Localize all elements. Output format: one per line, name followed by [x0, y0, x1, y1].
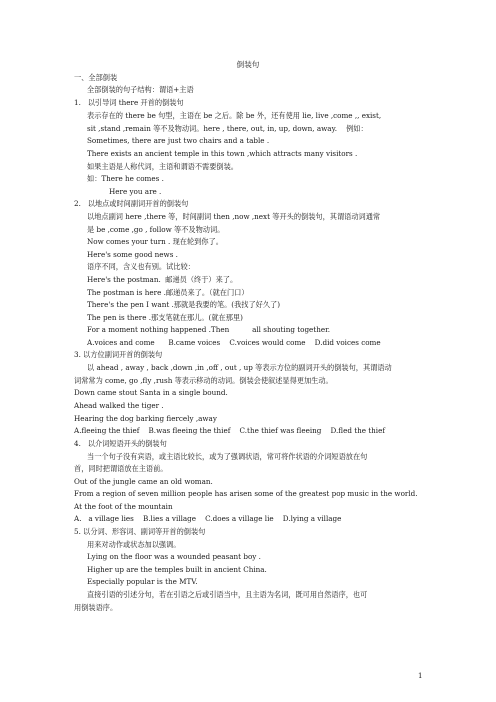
text-line: 用倒装语序。 — [74, 603, 118, 612]
text-line: 以地点副词 here ,there 等，时间副词 then ,now ,next 等开头的倒装句，其谓语动词通常 — [87, 212, 381, 221]
page-number: 1 — [418, 672, 423, 680]
heading-full-inversion: 一、全部倒装 — [74, 73, 118, 82]
example-line: Here you are . — [109, 187, 162, 196]
text-line: 语序不同，含义也有别。试比较： — [87, 262, 195, 271]
text-line: 直接引语的引述分句，若在引语之后或引语当中，且主语为名词，既可用自然语序，也可 — [87, 590, 368, 599]
text-line: 用来对动作或状态加以强调。 — [87, 540, 181, 549]
example-line: Ahead walked the tiger . — [74, 401, 164, 410]
example-line: There exists an ancient temple in this town ,which attracts many visitors . — [87, 149, 358, 158]
text-line: 表示存在的 there be 句型，主语在 be 之后。除 be 外，还有使用 lie, live ,come ,, exist, — [87, 111, 382, 120]
question-line: At the foot of the mountain — [74, 502, 173, 511]
answer-options: A.fleeing the thief B.was fleeing the thief C.the thief was fleeing D.fled the thief — [74, 426, 386, 435]
example-line: Here's some good news . — [87, 250, 178, 259]
page-title: 倒装句 — [236, 60, 260, 69]
text-line: 全部倒装的句子结构：谓语+主语 — [87, 85, 194, 94]
example-line: There's the pen I want .那就是我要的笔。(我找了好久了) — [87, 300, 281, 309]
example-line: Sometimes, there are just two chairs and a table . — [87, 136, 270, 145]
example-line: From a region of seven million people has arisen some of the greatest pop music in the world. — [74, 489, 418, 498]
answer-options: A. a village lies B.lies a village C.does a village lie D.lying a village — [74, 514, 342, 523]
example-line: The postman is here .邮递员来了。（就在门口） — [87, 288, 249, 297]
example-line: Now comes your turn . 现在轮到你了。 — [87, 237, 223, 246]
example-line: 如：There he comes . — [87, 174, 164, 183]
example-line: Especially popular is the MTV. — [87, 577, 198, 586]
text-line: sit ,stand ,remain 等不及物动词。here , there, out, in, up, down, away. 例如： — [87, 124, 368, 133]
section-heading: 5. 以分词、形容词、副词等开首的倒装句 — [74, 527, 206, 536]
text-line: 词常常为 come, go ,fly ,rush 等表示移动的动词。倒装会使叙述显得更加生动。 — [74, 376, 333, 385]
example-line: Here's the postman. 邮递员（终于）来了。 — [87, 275, 238, 284]
text-line: 当一个句子没有宾语，或主语比较长，或为了强调状语，常可将作状语的介词短语放在句 — [87, 452, 368, 461]
example-line: Lying on the floor was a wounded peasant boy . — [87, 552, 261, 561]
example-line: Down came stout Santa in a single bound. — [74, 388, 228, 397]
text-line: 首，同时把谓语放在主语前。 — [74, 464, 168, 473]
section-heading: 2. 以地点或时间副词开首的倒装句 — [74, 199, 189, 208]
example-line: Higher up are the temples built in ancient China. — [87, 565, 267, 574]
text-line: 以 ahead , away , back ,down ,in ,off , out , up 等表示方位的副词开头的倒装句，其谓语动 — [87, 363, 392, 372]
question-line: For a moment nothing happened .Then all shouting together. — [87, 325, 331, 334]
section-heading: 1. 以引导词 there 开首的倒装句 — [74, 98, 184, 107]
text-line: 是 be ,come ,go , follow 等不及物动词。 — [87, 225, 225, 234]
question-line: Hearing the dog barking fiercely ,away — [74, 414, 217, 423]
example-line: Out of the jungle came an old woman. — [74, 477, 213, 486]
example-line: The pen is there .那支笔就在那儿。(就在那里) — [87, 313, 243, 322]
section-heading: 3. 以方位副词开首的倒装句 — [74, 350, 163, 359]
answer-options: A.voices and come B.came voices C.voices would come D.did voices come — [87, 338, 381, 347]
section-heading: 4. 以介词短语开头的倒装句 — [74, 439, 167, 448]
text-line: 如果主语是人称代词，主语和谓语不需要倒装。 — [87, 162, 238, 171]
